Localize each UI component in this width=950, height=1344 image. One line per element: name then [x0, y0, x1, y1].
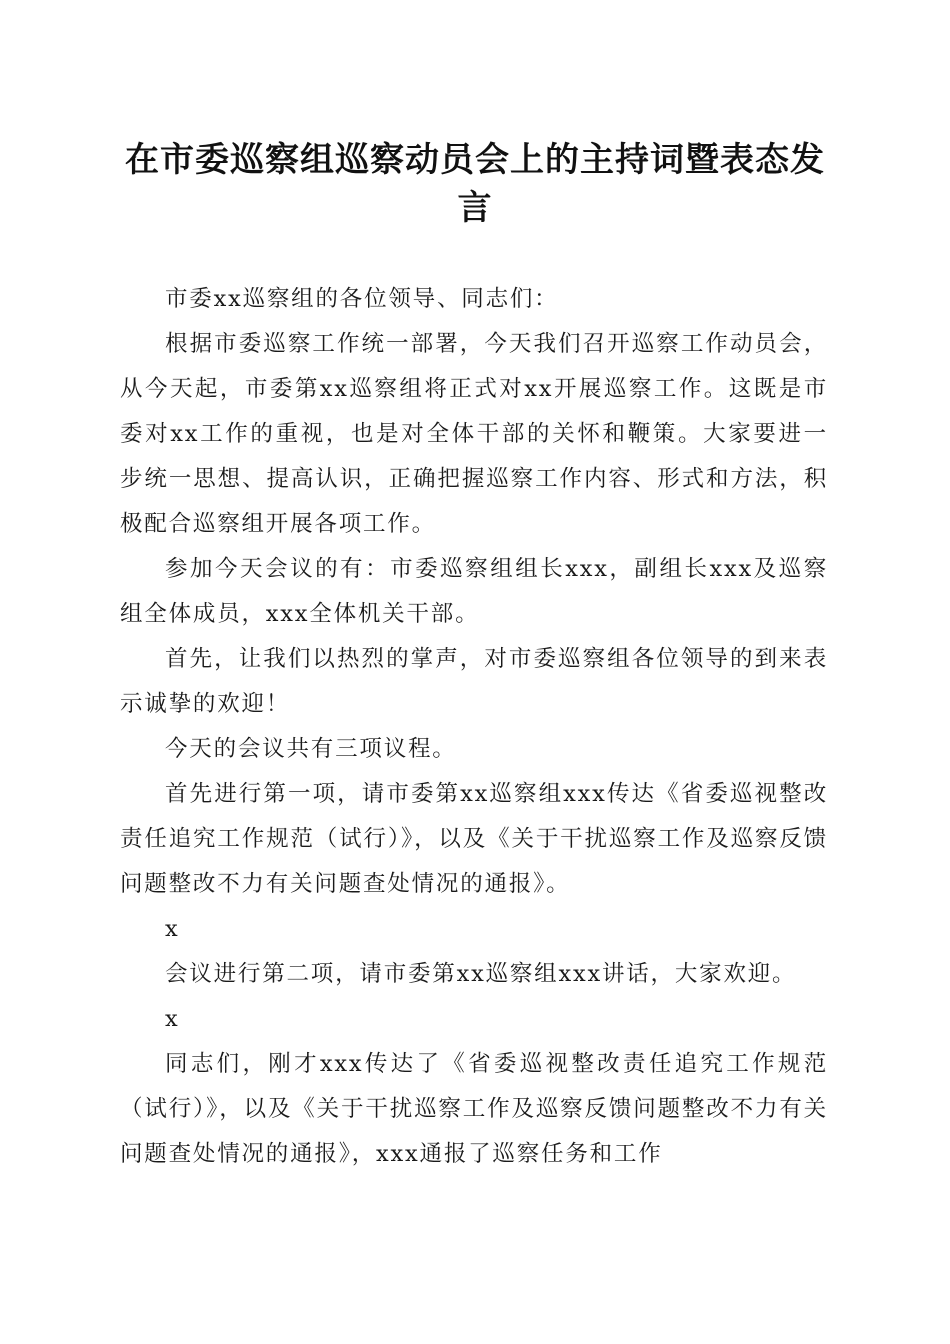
body-paragraph: 会议进行第二项，请市委第xx巡察组xxx讲话，大家欢迎。	[165, 961, 797, 987]
body-paragraph: 根据市委巡察工作统一部署，今天我们召开巡察工作动员会，从今天起，市委第xx巡察组将正式对xx开展巡察工作。这既是市委对xx工作的重视，也是对全体干部的关怀和鞭策。大家要进一步统一思想、提高认识，正确把握巡察工作内容、形式和方法，积极配合巡察组开展各项工作。	[120, 331, 828, 537]
salutation-paragraph: 市委xx巡察组的各位领导、同志们：	[165, 286, 559, 312]
body-paragraph: 首先进行第一项，请市委第xx巡察组xxx传达《省委巡视整改责任追究工作规范（试行）》，以及《关于干扰巡察工作及巡察反馈问题整改不力有关问题查处情况的通报》。	[120, 781, 828, 897]
body-paragraph: 首先，让我们以热烈的掌声，对市委巡察组各位领导的到来表示诚挚的欢迎！	[120, 646, 828, 717]
body-paragraph: 今天的会议共有三项议程。	[165, 736, 457, 762]
document-body	[120, 277, 828, 1177]
body-paragraph: 同志们，刚才xxx传达了《省委巡视整改责任追究工作规范（试行）》，以及《关于干扰巡察工作及巡察反馈问题整改不力有关问题查处情况的通报》，xxx通报了巡察任务和工作	[120, 1051, 828, 1167]
document-title: 在市委巡察组巡察动员会上的主持词暨表态发言	[125, 140, 825, 228]
placeholder-paragraph: x	[165, 1006, 180, 1032]
body-paragraph: 参加今天会议的有：市委巡察组组长xxx，副组长xxx及巡察组全体成员，xxx全体机关干部。	[120, 556, 828, 627]
placeholder-paragraph: x	[165, 916, 180, 942]
